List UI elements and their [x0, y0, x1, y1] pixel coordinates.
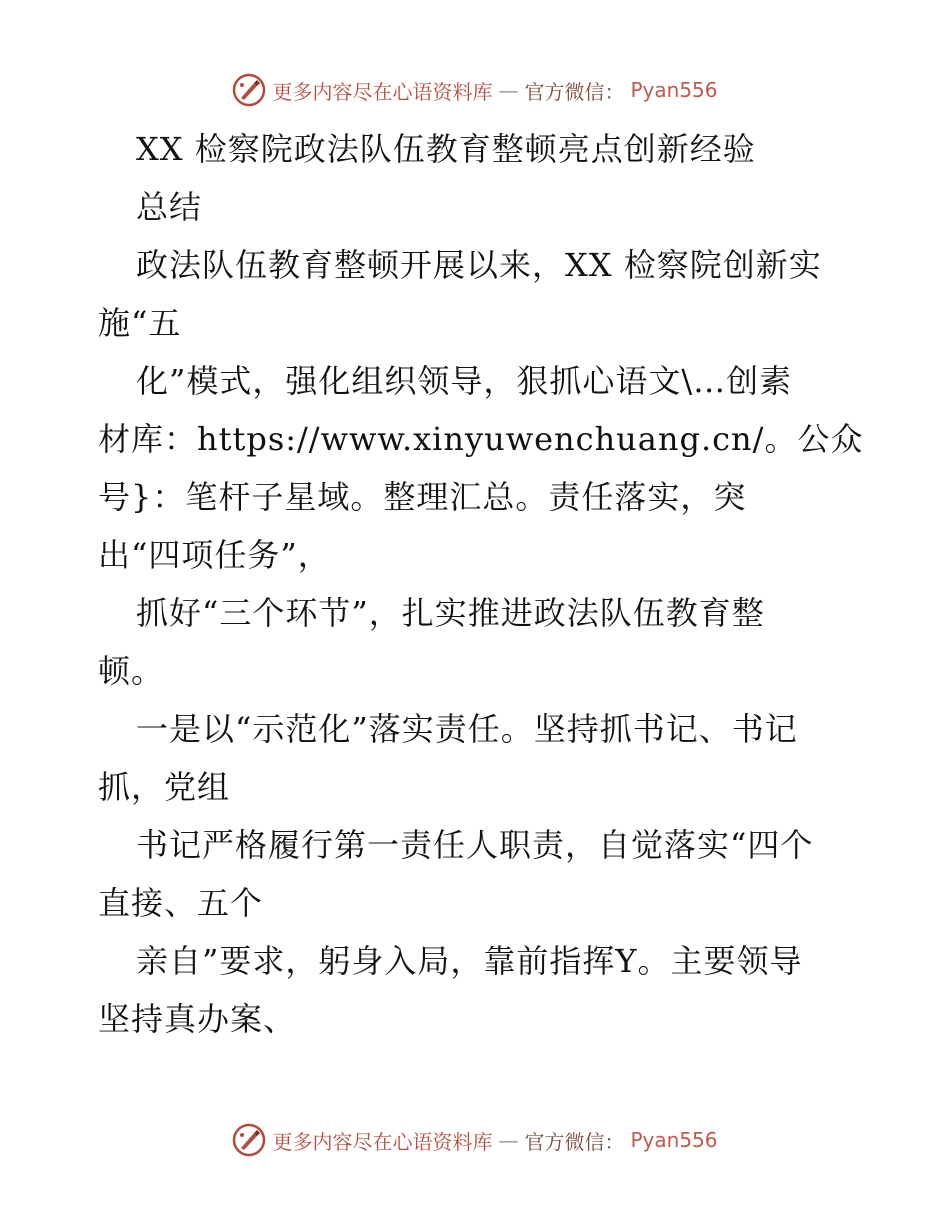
paragraph-line: 政法队伍教育整顿开展以来，XX 检察院创新实	[136, 246, 822, 284]
banner-site-text: 更多内容尽在心语资料库	[272, 1129, 493, 1154]
banner-official-label: 官方微信：	[524, 79, 625, 104]
paragraph-line: 施“五	[98, 304, 182, 342]
pen-logo-icon	[232, 73, 266, 107]
paragraph-line: 亲自”要求，躬身入局，靠前指挥Y。主要领导	[136, 942, 803, 980]
banner-separator: —	[498, 1128, 519, 1152]
paragraph-line: 出“四项任务”，	[98, 536, 331, 574]
footer-banner	[0, 1120, 950, 1160]
paragraph-line: 抓，党组	[98, 768, 231, 806]
paragraph-line: 一是以“示范化”落实责任。坚持抓书记、书记	[136, 710, 798, 748]
banner-wechat-handle: Pyan556	[630, 1128, 718, 1152]
banner-official-label: 官方微信：	[524, 1129, 625, 1154]
paragraph-line: 化”模式，强化组织领导，狠抓心语文\…创素	[136, 362, 793, 400]
document-title-line-2: 总结	[136, 188, 203, 226]
paragraph-line: 号}：笔杆子星域。整理汇总。责任落实，突	[98, 478, 747, 516]
paragraph-line: 直接、五个	[98, 884, 264, 922]
paragraph-line: 抓好“三个环节”，扎实推进政法队伍教育整	[136, 594, 765, 632]
paragraph-line: 顿。	[98, 652, 165, 690]
header-banner	[0, 70, 950, 110]
paragraph-line: 坚持真办案、	[98, 1000, 297, 1038]
paragraph-line: 书记严格履行第一责任人职责，自觉落实“四个	[136, 826, 814, 864]
document-title-line-1: XX 检察院政法队伍教育整顿亮点创新经验	[136, 130, 756, 168]
banner-wechat-handle: Pyan556	[630, 78, 718, 102]
banner-separator: —	[498, 78, 519, 102]
pen-logo-icon	[232, 1123, 266, 1157]
paragraph-line: 材库：https://www.xinyuwenchuang.cn/。公众	[98, 420, 864, 458]
banner-site-text: 更多内容尽在心语资料库	[272, 79, 493, 104]
